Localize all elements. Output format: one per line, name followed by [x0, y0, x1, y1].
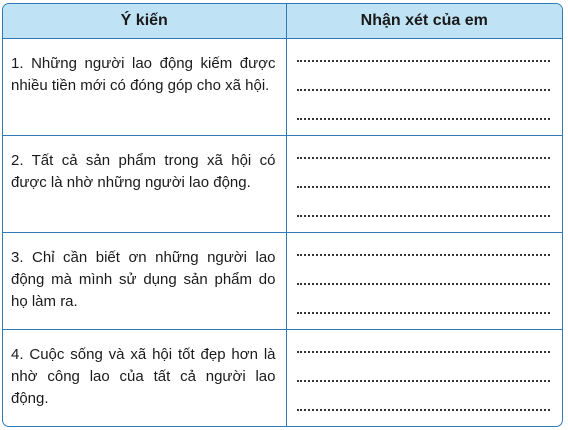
table-row [3, 233, 562, 330]
comment-field-2[interactable] [286, 136, 562, 233]
dotted-line [297, 188, 551, 217]
dotted-line [297, 62, 551, 91]
opinion-text-2: 2. Tất cả sản phẩm trong xã hội có được là nhờ những người lao động. [3, 136, 286, 233]
dotted-line [297, 247, 551, 256]
opinion-text-4: 4. Cuộc sống và xã hội tốt đẹp hơn là nhờ công lao của tất cả người lao động. [3, 330, 286, 426]
dotted-line [297, 53, 551, 62]
opinion-table [2, 3, 563, 427]
table-row [3, 330, 562, 426]
dotted-line [297, 159, 551, 188]
dotted-line [297, 91, 551, 120]
dotted-line [297, 382, 551, 411]
header-opinion: Ý kiến [3, 4, 286, 39]
comment-field-1[interactable] [286, 39, 562, 136]
dotted-line [297, 150, 551, 159]
dotted-line [297, 353, 551, 382]
opinion-text-1: 1. Những người lao động kiếm được nhiều tiền mới có đóng góp cho xã hội. [3, 39, 286, 136]
comment-field-3[interactable] [286, 233, 562, 330]
dotted-line [297, 256, 551, 285]
table-row [3, 136, 562, 233]
dotted-line [297, 344, 551, 353]
comment-field-4[interactable] [286, 330, 562, 426]
header-comment: Nhận xét của em [286, 4, 562, 39]
opinion-text-3: 3. Chỉ cần biết ơn những người lao động mà mình sử dụng sản phẩm do họ làm ra. [3, 233, 286, 330]
opinion-table-grid [3, 4, 562, 426]
dotted-line [297, 285, 551, 314]
table-row [3, 39, 562, 136]
table-header-row [3, 4, 562, 39]
